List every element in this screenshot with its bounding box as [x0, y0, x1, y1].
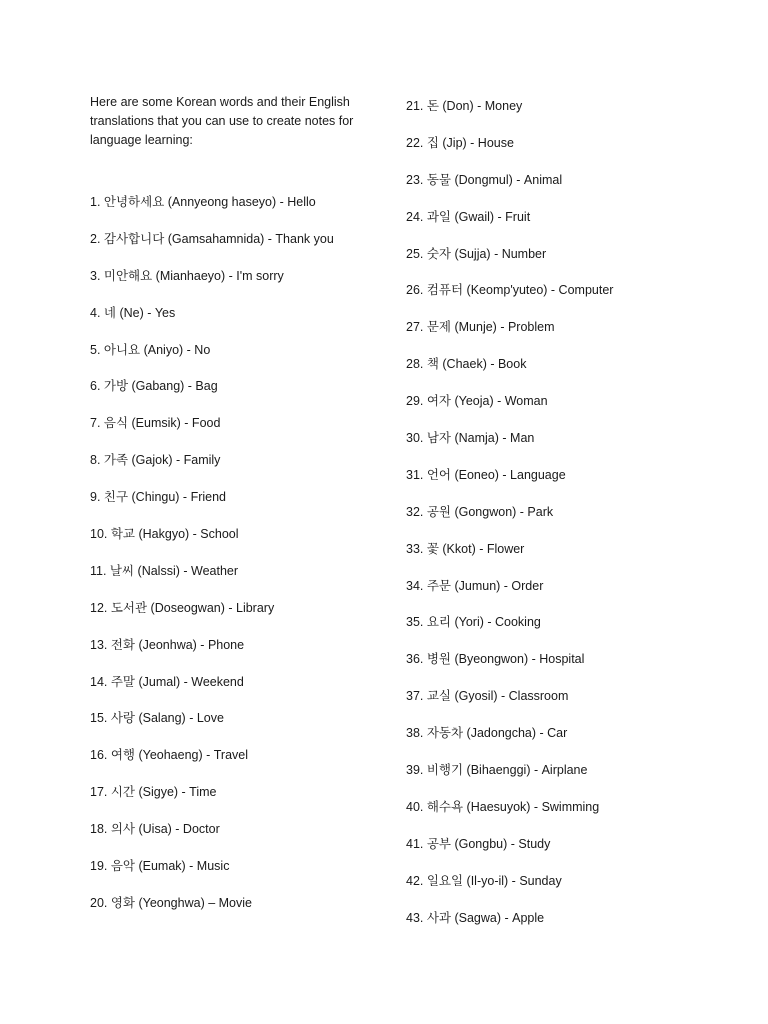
list-item: 33. 꽃 (Kkot) - Flower — [406, 541, 525, 556]
list-item: 14. 주말 (Jumal) - Weekend — [90, 674, 244, 689]
list-item: 10. 학교 (Hakgyo) - School — [90, 527, 239, 542]
list-item: 9. 친구 (Chingu) - Friend — [90, 490, 226, 505]
list-item: 1. 안녕하세요 (Annyeong haseyo) - Hello — [90, 195, 316, 209]
list-item: 26. 컴퓨터 (Keomp'yuteo) - Computer — [406, 283, 614, 298]
list-item: 29. 여자 (Yeoja) - Woman — [406, 394, 548, 409]
list-item: 35. 요리 (Yori) - Cooking — [406, 615, 541, 630]
list-item: 11. 날씨 (Nalssi) - Weather — [90, 563, 239, 578]
list-item: 13. 전화 (Jeonhwa) - Phone — [90, 637, 245, 652]
list-item: 31. 언어 (Eoneo) - Language — [406, 467, 566, 482]
list-item: 16. 여행 (Yeohaeng) - Travel — [90, 748, 249, 763]
list-item: 12. 도서관 (Doseogwan) - Library — [90, 600, 275, 615]
list-item: 19. 음악 (Eumak) - Music — [90, 859, 230, 874]
list-item: 8. 가족 (Gajok) - Family — [90, 453, 221, 468]
list-item: 36. 병원 (Byeongwon) - Hospital — [406, 652, 585, 667]
list-item: 39. 비행기 (Bihaenggi) - Airplane — [406, 763, 588, 778]
list-item: 28. 책 (Chaek) - Book — [406, 357, 527, 372]
list-item: 32. 공원 (Gongwon) - Park — [406, 504, 554, 519]
list-item: 41. 공부 (Gongbu) - Study — [406, 836, 551, 851]
word-list-left — [90, 193, 370, 931]
right-column — [406, 97, 706, 945]
list-item: 7. 음식 (Eumsik) - Food — [90, 416, 221, 431]
left-column — [90, 93, 370, 931]
list-item: 25. 숫자 (Sujja) - Number — [406, 246, 547, 261]
list-item: 42. 일요일 (Il-yo-il) - Sunday — [406, 873, 562, 888]
list-item: 22. 집 (Jip) - House — [406, 135, 514, 150]
list-item: 20. 영화 (Yeonghwa) – Movie — [90, 895, 252, 910]
word-list-right — [406, 97, 706, 945]
list-item: 15. 사랑 (Salang) - Love — [90, 711, 224, 726]
list-item: 43. 사과 (Sagwa) - Apple — [406, 910, 545, 925]
list-item: 18. 의사 (Uisa) - Doctor — [90, 822, 220, 837]
list-item: 27. 문제 (Munje) - Problem — [406, 320, 555, 335]
list-item: 30. 남자 (Namja) - Man — [406, 431, 535, 446]
list-item: 3. 미안해요 (Mianhaeyo) - I'm sorry — [90, 268, 284, 283]
list-item: 5. 아니요 (Aniyo) - No — [90, 342, 211, 357]
list-item: 38. 자동차 (Jadongcha) - Car — [406, 726, 568, 741]
list-item: 23. 동물 (Dongmul) - Animal — [406, 172, 563, 187]
list-item: 24. 과일 (Gwail) - Fruit — [406, 209, 531, 224]
list-item: 34. 주문 (Jumun) - Order — [406, 578, 544, 593]
list-item: 37. 교실 (Gyosil) - Classroom — [406, 689, 569, 704]
list-item: 40. 해수욕 (Haesuyok) - Swimming — [406, 799, 600, 814]
intro-paragraph: Here are some Korean words and their English translations that you can use to create notes for language learning: — [90, 95, 354, 147]
list-item: 21. 돈 (Don) - Money — [406, 99, 523, 113]
list-item: 4. 네 (Ne) - Yes — [90, 305, 176, 320]
list-item: 2. 감사합니다 (Gamsahamnida) - Thank you — [90, 231, 334, 246]
list-item: 17. 시간 (Sigye) - Time — [90, 785, 217, 800]
list-item: 6. 가방 (Gabang) - Bag — [90, 379, 218, 394]
